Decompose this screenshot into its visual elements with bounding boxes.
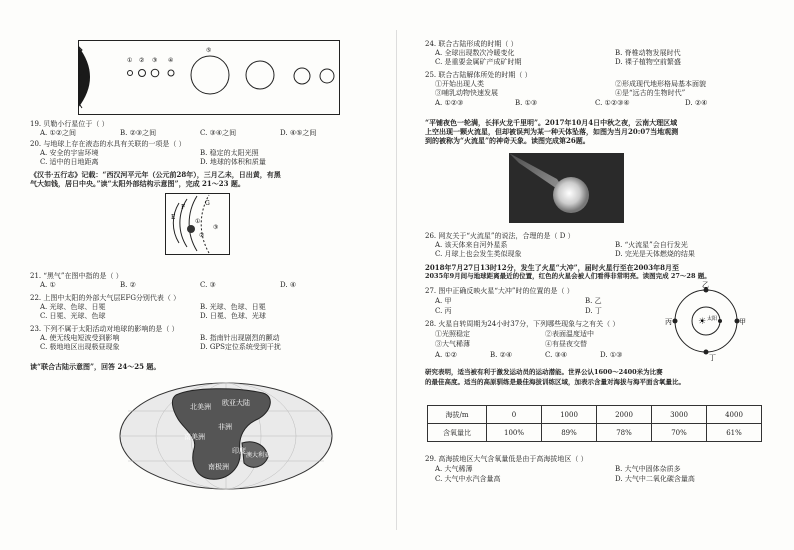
label-africa: 非洲 <box>218 423 232 431</box>
question-20: 20. 与地球上存在液态的水具有关联的一项是（ ） <box>30 140 186 148</box>
question-25: 25. 联合古陆解体所处的时期（ ） <box>425 71 532 79</box>
sun-structure-figure <box>165 193 230 255</box>
mars-orbit-diagram <box>665 280 747 362</box>
passage-altitude-line2: 的最佳高度。适当的高原驯练是最佳海拔训练区域，加表示含量对海拔与海平面含氧量比。 <box>425 378 685 386</box>
passage-meteor-line3: 到的被称为“火流星”的神奇天象。读图完成第26题。 <box>425 136 590 145</box>
question-27: 27. 图中正确反映火星“大冲”时的位置的是（ ） <box>425 287 574 295</box>
table-header-altitude: 海拔/m <box>428 406 487 424</box>
passage-pangaea: 读“联合古陆示意图”，回答 24～25 题。 <box>30 362 161 371</box>
planet-earth <box>151 69 159 77</box>
question-29: 29. 高海拔地区大气含氧量低是由于高海拔地区（ ） <box>425 455 588 463</box>
passage-meteor-line1: “平铺夜色一轮满，长拝火龙千里明”。2017年10月4日中秋之夜，云南大理区域 <box>425 118 678 127</box>
pangaea-map <box>118 381 334 491</box>
passage-sunspot-line2: 气大如钱，居日中央。”读“太阳外部结构示意图”，完成 21～23 题。 <box>30 179 245 188</box>
label-bing: 丙 <box>665 318 672 326</box>
planet-label-2: ② <box>139 57 145 64</box>
label-3: ③ <box>213 224 219 231</box>
passage-altitude-line1: 研究表明，适当被有利于激发运动员的运动潜能。世界公认1600～2400米为比赛 <box>425 368 663 376</box>
sun-symbol: ☀ <box>698 317 707 327</box>
planet-uranus <box>294 68 310 84</box>
altitude-oxygen-table <box>427 405 762 442</box>
label-north-america: 北美洲 <box>190 403 211 411</box>
planet-label-5: ⑤ <box>206 47 212 54</box>
label-e: E <box>171 214 176 221</box>
label-south-america: 南美洲 <box>184 433 205 441</box>
question-26: 26. 网友关于“火流星”的说法，合理的是（ D ） <box>425 232 575 240</box>
passage-mars-line1: 2018年7月27日13时12分，发生了火星“大冲”，届时火星行至在2003年8月至 <box>425 263 679 272</box>
passage-meteor-line2: 上空出现一颗火流星，但却被误判为某一种天体坠落，如图为当月20:07当地观测 <box>425 127 679 136</box>
question-24: 24. 联合古陆形成的时期（ ） <box>425 40 518 48</box>
planet-mercury <box>128 71 133 76</box>
planet-label-3: ③ <box>152 57 158 64</box>
label-australia: 澳大利亚 <box>246 452 271 459</box>
solar-system-figure <box>78 40 340 115</box>
label-jia: 甲 <box>739 318 746 326</box>
fireball-photo <box>509 153 624 223</box>
left-column: ① ② ③ ④ ⑤ 19. 贝勒小行星位于（ ） A. ①②之间 B. ②③之间 C. ③④之间 D. ④⑤之间 20. 与地球上存在液态的水具有关联的一项是（ ） A. 安全的宇宙环境 B. 稳定的太阳光照 C. 适中的日地距离 D. 地球的体积和质量 《汉书·五行志》记载：“西汉河平元年（公元前28年），三月乙未，日出黄，有黑 气大如钱，居日中央。”读“太阳外部结构示意图”，完成 21～23 题。 E F G ① ② ③ 21. “黑气”在图中指的是（ ） A. ① B. ② C. ③ D. ④ 22. 上图中太阳的外部大气层EFG分别代表（ ） A. 光球、色球、日冕 B. 光球、色球、日冕 C. 日冕、光球、色球 D. 日冕、色球、光球 23. 下列不属于太阳活动对地球的影响的是（ ） A. 使无线电短波受到影响 B. 指南针出现剧烈的颤动 C. 极地地区出现极昼现象 D. GPS定位系统受到干扰 读“联合古陆示意图”，回答 24～25 题。 北美洲 欧亚大陆 南美洲 非洲 印度 澳大利亚 南极洲 <box>0 0 397 550</box>
position-ding-dot <box>704 350 709 355</box>
label-g: G <box>205 200 210 207</box>
label-f: F <box>181 204 186 211</box>
question-22: 22. 上图中太阳的外部大气层EFG分别代表（ ） <box>30 294 181 302</box>
label-yi: 乙 <box>702 281 709 289</box>
sun-shape <box>78 46 90 108</box>
label-eurasia: 欧亚大陆 <box>222 399 250 407</box>
question-28: 28. 火星自转周期为24小时37分，下列哪些现象与之有关（ ） <box>425 320 620 328</box>
planet-saturn <box>246 61 274 89</box>
fireball-head <box>553 177 589 213</box>
table-row: 海拔/m 0 1000 2000 3000 4000 <box>428 406 762 424</box>
question-23: 23. 下列不属于太阳活动对地球的影响的是（ ） <box>30 325 179 333</box>
table-row: 含氧量比 100% 89% 78% 70% 61% <box>428 424 762 442</box>
passage-mars-line2: 2035年9月间与地球距离最近的位置，红色的火星会被人们看得非常明亮。读图完成 27～28 题。 <box>425 272 711 280</box>
planet-label-1: ① <box>127 57 133 64</box>
label-antarctica: 南极洲 <box>208 463 229 471</box>
question-19: 19. 贝勒小行星位于（ ） <box>30 120 109 128</box>
planet-jupiter <box>191 56 229 94</box>
label-2: ② <box>199 232 205 239</box>
label-india: 印度 <box>232 447 246 455</box>
position-bing-dot <box>673 319 678 324</box>
question-21: 21. “黑气”在图中指的是（ ） <box>30 272 123 280</box>
planet-neptune <box>320 69 334 83</box>
label-1: ① <box>195 218 201 225</box>
right-column: 24. 联合古陆形成的时期（ ） A. 全球出现数次冷暖变化 B. 脊椎动物发展时代 C. 是重要金属矿产成矿时期 D. 裸子植物空前繁盛 25. 联合古陆解体所处的时期（ ） ①开始出现人类 ②形成现代地形格局基本面貌 ③哺乳动物快速发展 ④是“远古的生物时代” A. ①②③ B. ①③ C. ①②③④ D. ②④ “平铺夜色一轮满，长拝火龙千里明”。2017年10月4日中秋之夜，云南大理区域 上空出现一颗火流星，但却被误判为某一种天体坠落，如图为当月20:07当地观测 到的被称为“火流星”的神奇天象。读图完成第26题。 26. 网友关于“火流星”的说法，合理的是（ D ） A. 该天体来自河外星系 B. “火流星”会自行发光 C. 月球上也会发生类似现象 D. 完光是天体燃烧的结果 2018年7月27日13时12分，发生了火星“大冲”，届时火星行至在2003年8月至 2035年9月间与地球距离最近的位置，红色的火星会被人们看得非常明亮。读图完成 27～28 题。 27. 图中正确反映火星“大冲”时的位置的是（ ） A. 甲 B. 乙 C. 丙 D. 丁 28. 火星自转周期为24小时37分，下列哪些现象与之有关（ ） ①光照稳定 ②表面温度适中 ③大气稀薄 ④有昼夜交替 A. ①② B. ②④ C. ③④ D. ①③ ☀ 太阳 甲 乙 丙 丁 研究表明，适当被有利于激发运动员的运动潜能。世界公认1600～2400米为比赛 的最佳高度。适当的高原驯练是最佳海拔训练区域，加表示含量对海拔与海平面含氧量比。 海拔/m 0 1000 2000 3000 4000 含氧量比 100% 89% 78% 70% 61% 29. 高海拔地区大气含氧量低是由于高海拔地区（ ） A. 大气稀薄 B. 大气中固体杂质多 C. 大气中水汽含量高 D. 大气中二氧化碳含量高 <box>397 0 794 550</box>
earth-position <box>718 319 722 323</box>
label-ding: 丁 <box>709 354 716 362</box>
sunspot-mark <box>187 225 195 233</box>
planet-mars <box>168 70 174 76</box>
table-row-label: 含氧量比 <box>428 424 487 442</box>
planet-label-4: ④ <box>168 57 174 64</box>
layer-arc-1 <box>173 203 179 243</box>
sun-label: 太阳 <box>707 316 718 322</box>
planet-venus <box>139 70 146 77</box>
passage-sunspot-line1: 《汉书·五行志》记载：“西汉河平元年（公元前28年），三月乙未，日出黄，有黑 <box>30 170 281 179</box>
